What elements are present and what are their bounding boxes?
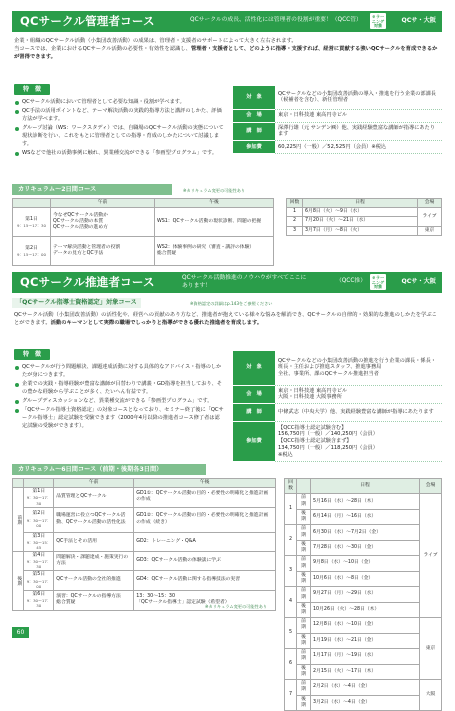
course2-intro: QCサークル活動（小集団改善活動）の活性化や、経営への貢献のあり方など、推進者が抱えている様々な悩みを解消でき、QCサークルの自律的・効果的な推進のしかたを学ぶことができます。活動のキーマンとして実際の職場でしっかりと指導ができる優れた推進者を育成します。 bbox=[14, 312, 437, 327]
course1-area: QCサ・大阪 bbox=[401, 17, 436, 24]
course2-area: QCサ・大阪 bbox=[401, 278, 436, 285]
course1-info-table: 対 象 QCサークルなどの小集団改善活動の導入・推進を行う企業の部課長（候補者を含む）、新任管理者 会 場 東京・日科技連 東高円寺ビル 講 師 深澤行雄（元 サンデン㈱）他、実践経験豊富な講師が指導にあたります 参加費 60,225円（一般）／52,525円（会員）※税込 bbox=[233, 86, 442, 154]
page-number: 60 bbox=[12, 627, 29, 638]
course1-lead: QCサークルの成長、活性化には管理者の役割が重要！（QCC管） bbox=[190, 17, 362, 23]
course1-curriculum-label: カリキュラム～2日間コース bbox=[12, 184, 172, 195]
course2-header-bar bbox=[12, 272, 442, 293]
list-item: WSなどで他社の活動事例に触れ、異業種交流ができる「参画型プログラム」です。 bbox=[14, 150, 224, 158]
list-item: 「QCサークル指導士資格認定」の対象コースとなっており、セミナー終了後に「QCサークル指導士」認定試験を受験できます（2000年4月以降の推進者コース修了者は認定試験の受験ができます）。 bbox=[14, 407, 224, 430]
certification-highlight: 「QCサークル指導士資格認定」対象コース bbox=[12, 298, 141, 308]
course2-title: QCサークル推進者コース bbox=[20, 275, 155, 289]
list-item: QCサークル活動において管理者として必要な知識・役割が学べます。 bbox=[14, 99, 224, 107]
course1-intro: 企業・組織のQCサークル活動（小集団改善活動）の成果は、管理者・支援者のサポートによって大きく左右されます。 当コースでは、企業におけるQCサークル活動の必要性・有効性を認識し、管理者・支援者として、どのように指導・支援すれば、経営に貢献する強いQCサークルを育成できるかが習得できます。 bbox=[14, 38, 438, 61]
elearning-badge: ｅラーニング対象 bbox=[371, 14, 385, 29]
course2-info-table: 対 象 QCサークルなどの小集団改善活動の推進を行う企業の課長・係長・班長・主任および推進スタッフ、推進事務局 全社、事業所、課のQCサークル推進担当者 会 場 東京・日科技連 東高円寺ビル 大阪・日科技連 大阪事務所 講 師 中條武志（中央大学）他、実践経験豊富な講師が指導にあたります 参加費 【QCC指導士認定試験含む】 156,750円（一般）／140,250円（会員） 【QCC指導士認定試験含まず】 134,750円（一般）／118,250円（会員） ※税込 bbox=[233, 351, 442, 462]
course1-curriculum-note: ※カリキュラム変更の可能性あり bbox=[183, 188, 246, 193]
list-item: 企業での実践・指導経験が豊富な講師が目替わりで講義・GD指導を担当しており、その豊かな経験から学ぶことが多く、たいへん有益です。 bbox=[14, 381, 224, 397]
course1-curriculum-table: 午前 午後 第1日 9：15～17：30 今なぜQCサークル活動か QCサークル活動の本質 QCサークル活動の進め方 WS1：QCサークル活動の現状診断、問題の把握 第2日 9：15～17：00 テーマ解決活動と管理者の役割 データの見方とQC手法 WS2：体験事例の研究（審査・講評の体験） 総合質疑 bbox=[12, 198, 274, 266]
course1-features-label: 特 徴 bbox=[14, 84, 50, 95]
course2-curriculum-table: 午前 午後 前期 第1日 9：30～17：30 品質管理とQCサークル GD1①：QCサークル活動の目的・必要性の明確化と推進計画の作成 第2日 9：30～17：00 職場運営に役立つQCサークル活動、QCサークル活動の活性化法 GD1②：QCサークル活動の目的・必要性の明確化と推進計画の作成（続き） 第3日 9：30～15：45 QC手法とその活用 GD2：トレーニング・Q&A 後期 第4日 9：30～17：30 問題解決・課題達成・施策実行の方法 GD3：QCサークル活動の体験談に学ぶ 第5日 9：30～17：00 QCサークル活動の全社的推進 GD4：QCサークル活動に関する指導技法の実習 第6日 9：30～17：30 演習：QCサークルの指導方法 総合質疑 13：30～15：30 「QCサークル指導士」認定試験（希望者） bbox=[12, 478, 276, 611]
list-item: グループディスカッションなど、異業種交流ができる「参画型プログラム」です。 bbox=[14, 398, 224, 406]
course2-curriculum-note: ※カリキュラム変更の可能性あり bbox=[205, 604, 268, 609]
course2-features-label: 特 徴 bbox=[14, 349, 50, 360]
course2-lead: QCサークル活動推進のノウハウがすべてここにあります！ bbox=[182, 275, 307, 290]
course1-header-bar bbox=[12, 11, 442, 32]
course1-schedule-table: 回数 日程 会場 1 6月8日（火）～9日（水） ライブ 2 7月20日（火）～21日（水） 3 3月7日（月）～8日（火） 東京 bbox=[286, 198, 442, 236]
elearning-badge: ｅラーニング対象 bbox=[371, 275, 385, 290]
list-item: QC手法の活用ポイントなど、テーマ解決活動の実践的指導方法と講評のしかた、評価方法が学べます。 bbox=[14, 108, 224, 124]
list-item: QCサークルが行う問題解決、課題達成活動に対する具体的なアドバイス・指導のしかたが身につきます。 bbox=[14, 364, 224, 380]
course1-title: QCサークル管理者コース bbox=[20, 14, 155, 28]
course2-features bbox=[14, 364, 224, 432]
course1-features bbox=[14, 99, 224, 160]
course2-curriculum-label: カリキュラム～6日間コース（前期・後期各3日間） bbox=[12, 464, 206, 475]
list-item: グループ討論（WS：ワークスタディ）では、自職場のQCサークル活動の実態について現状診断を行い、これをもとに管理者としての指導・育成のしかたについて討議します。 bbox=[14, 125, 224, 148]
certification-note: ※資格認定の詳細はp.143をご参照ください bbox=[190, 301, 273, 306]
course2-schedule-table: 回数 日程 会場 1 前期 5月16日（水）～28日（木） ライブ 後期 6月14日（月）～16日（水） 2 前期 6月30日（水）～7月2日（金） 後期 7月28日（水）～30日（金） 3 前期 9月8日（水）～10日（金） 後期 10月6日（水）～8日（金） 4 前期 9月27日（月）～29日（水） 後期 10月26日（火）～28日（木） 5 前期 12月8日（水）～10日（金） 東京 後期 1月19日（水）～21日（金） 6 前期 1月17日（月）～19日（水） 後期 2月15日（火）～17日（木） 7 前期 2月2日（水）～4日（金） 大阪 後期 3月2日（水）～4日（金） bbox=[284, 478, 442, 711]
course2-code: （QCC推） bbox=[335, 278, 366, 284]
